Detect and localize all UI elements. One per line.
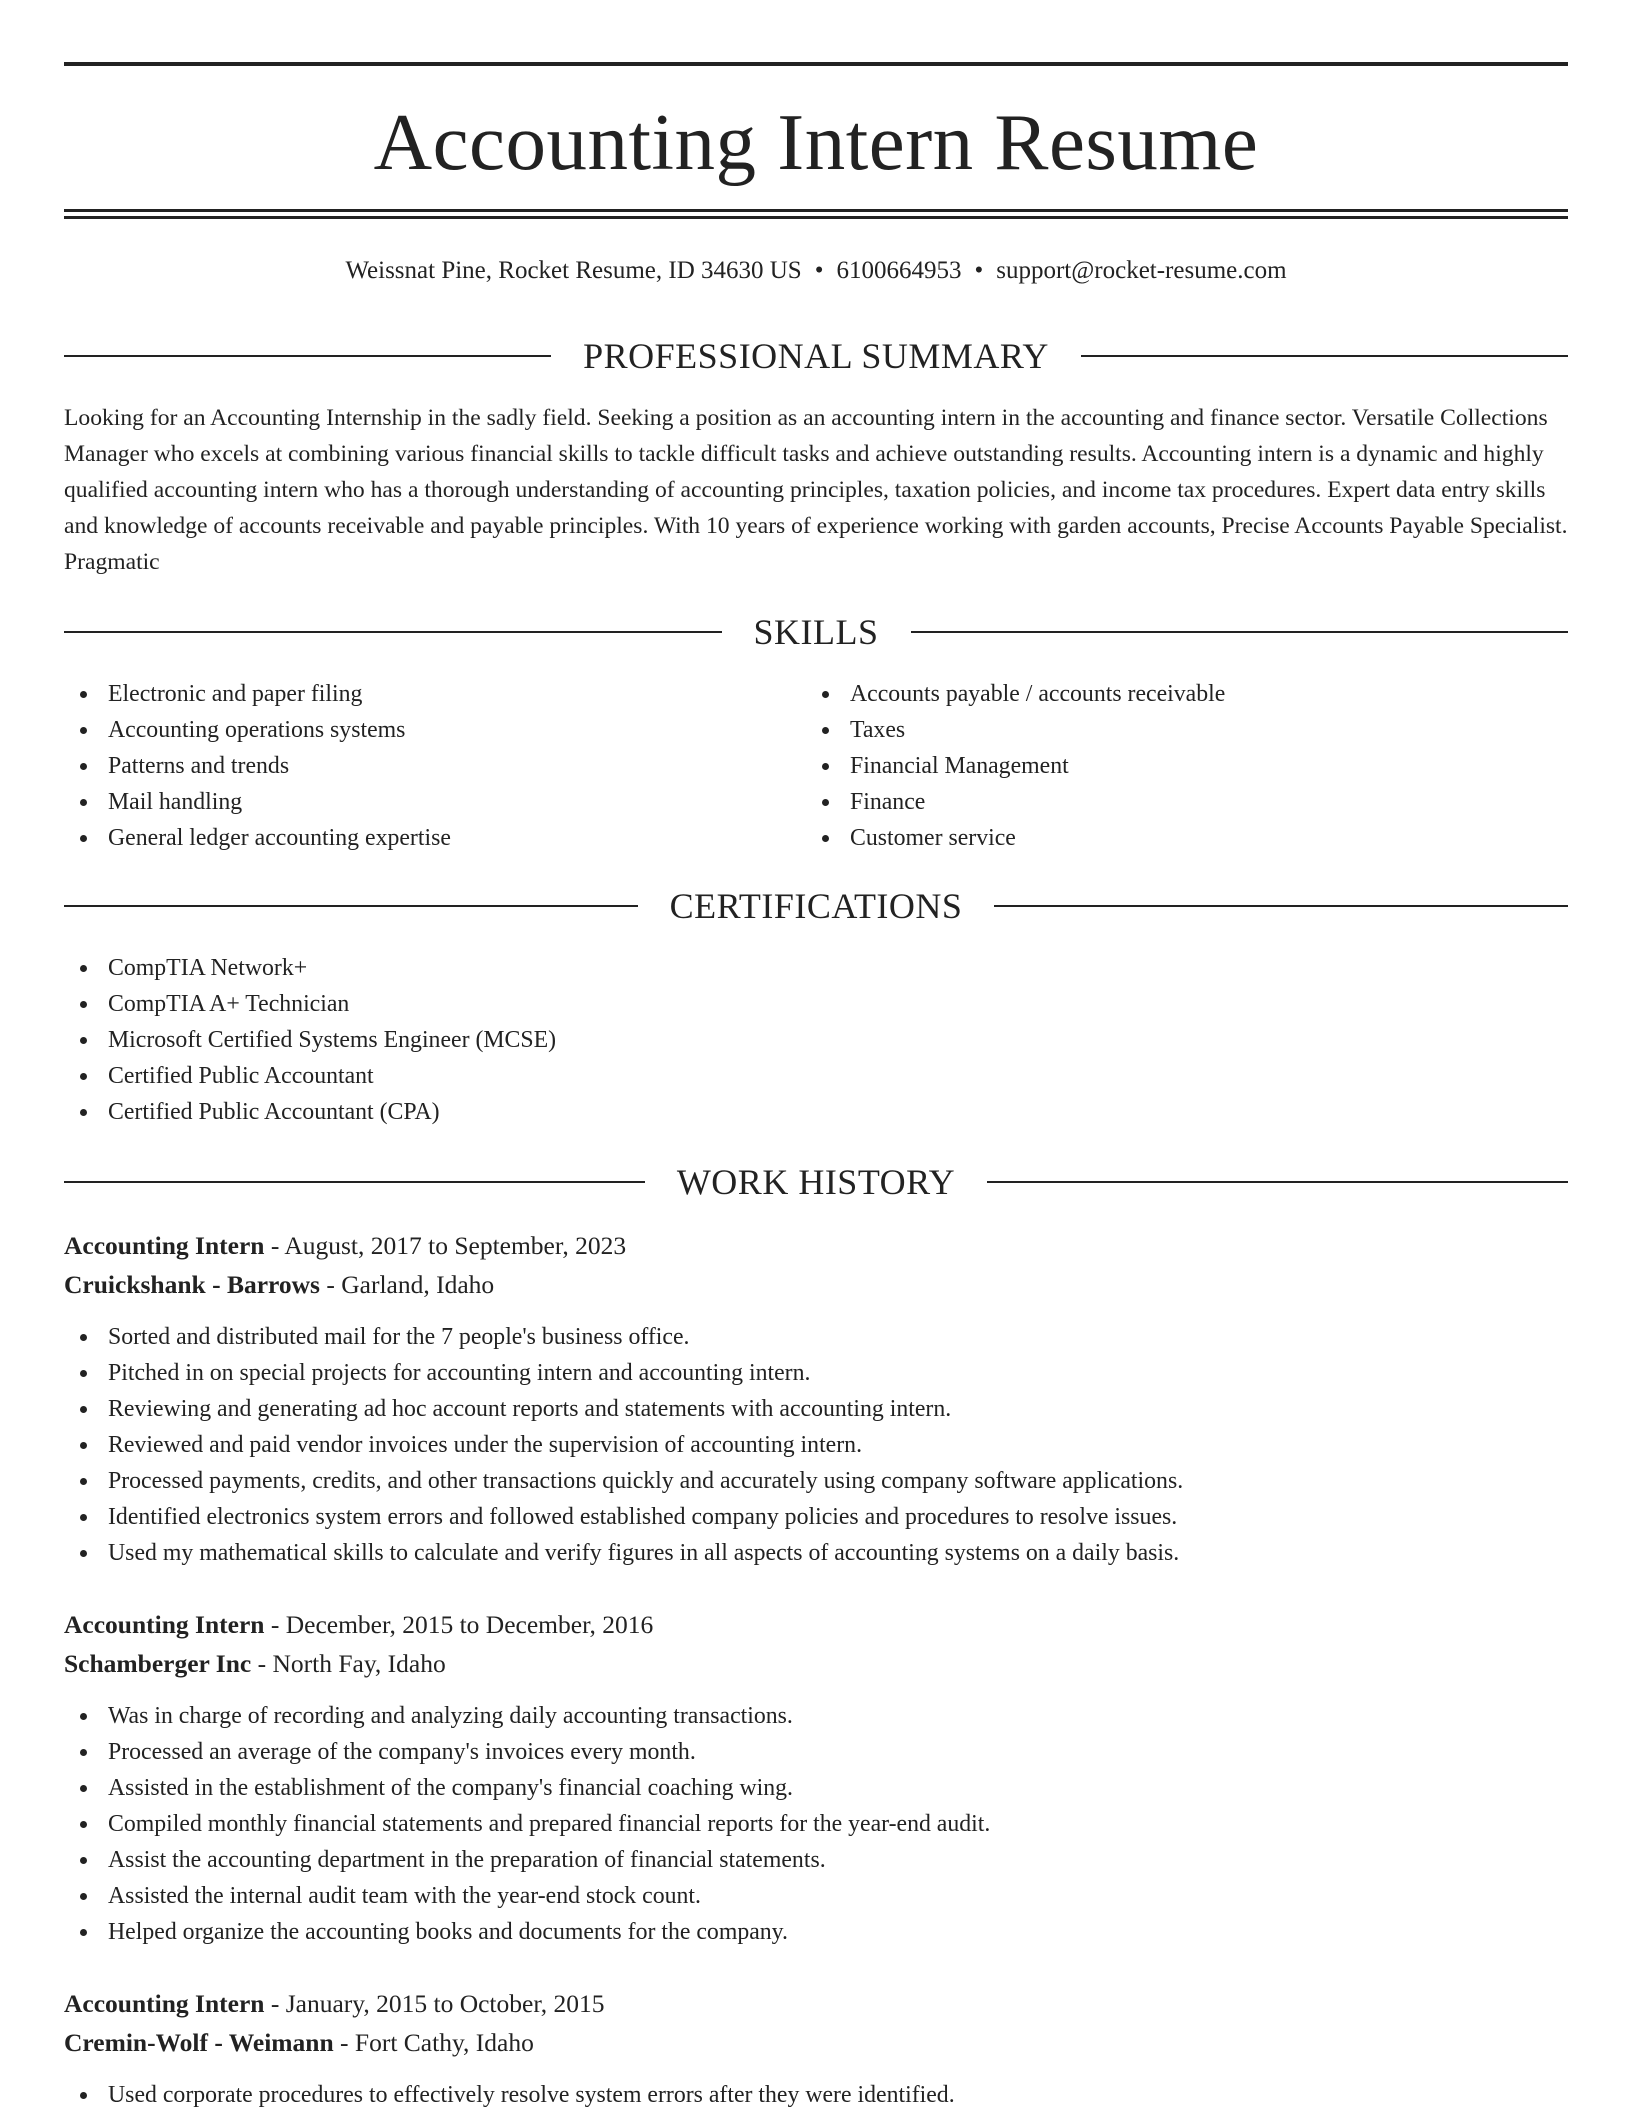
skills-list-left (64, 676, 804, 856)
skill-item: General ledger accounting expertise (64, 820, 804, 856)
skill-item: Patterns and trends (64, 748, 804, 784)
job-bullet: Reviewed and paid vendor invoices under the supervision of accounting intern. (64, 1427, 1568, 1463)
summary-text: Looking for an Accounting Internship in the sadly field. Seeking a position as an accounting intern in the accounting and finance sector. Versatile Collections Manager who excels at combining various financial skills to tackle difficult tasks and achieve outstanding results. Accounting intern is a dynamic and highly qualified accounting intern who has a thorough understanding of accounting principles, taxation policies, and income tax procedures. Expert data entry skills and knowledge of accounts receivable and payable principles. With 10 years of experience working with garden accounts, Precise Accounts Payable Specialist. Pragmatic (64, 405, 1568, 575)
job-bullet: Used corporate procedures to effectively resolve system errors after they were identified. (64, 2077, 1568, 2113)
job-bullets (64, 1698, 1568, 1950)
job-title-line: Accounting Intern - January, 2015 to October, 2015 (64, 1989, 605, 2018)
resume-title: Accounting Intern Resume (373, 97, 1259, 187)
job-dates: December, 2015 to December, 2016 (285, 1610, 654, 1639)
section-rule (64, 355, 551, 357)
job-bullet: Assisted in the establishment of the company's financial coaching wing. (64, 1770, 1568, 1806)
section-rule (64, 631, 722, 633)
section-rule (1081, 355, 1568, 357)
contact-phone: 6100664953 (836, 257, 962, 284)
job-company-line: Cremin-Wolf - Weimann - Fort Cathy, Idaho (64, 2028, 534, 2057)
section-rule (911, 631, 1569, 633)
job-bullets (64, 1319, 1568, 1571)
skill-item: Mail handling (64, 784, 804, 820)
job-company: Cremin-Wolf - Weimann (64, 2028, 334, 2057)
job-bullet: Helped organize the accounting books and documents for the company. (64, 1914, 1568, 1950)
job-bullet: Reviewing and generating ad hoc account reports and statements with accounting intern. (64, 1391, 1568, 1427)
certification-item: CompTIA Network+ (64, 950, 1568, 986)
job-bullet: Processed payments, credits, and other transactions quickly and accurately using company software applications. (64, 1463, 1568, 1499)
certification-item: Certified Public Accountant (CPA) (64, 1094, 1568, 1130)
job-role: Accounting Intern (64, 1231, 265, 1260)
section-title: WORK HISTORY (676, 1162, 956, 1202)
job-entry (64, 1226, 1568, 1571)
skill-item: Finance (806, 784, 1546, 820)
job-role: Accounting Intern (64, 1989, 265, 2018)
section-title: CERTIFICATIONS (669, 886, 963, 926)
job-dates: August, 2017 to September, 2023 (284, 1231, 627, 1260)
skill-item: Financial Management (806, 748, 1546, 784)
job-bullet: Processed an average of the company's invoices every month. (64, 1734, 1568, 1770)
job-title-line: Accounting Intern - December, 2015 to December, 2016 (64, 1610, 654, 1639)
job-entry (64, 1605, 1568, 1950)
contact-address: Weissnat Pine, Rocket Resume, ID 34630 US (345, 257, 802, 284)
job-bullet: Pitched in on special projects for accounting intern and accounting intern. (64, 1355, 1568, 1391)
title-block (64, 62, 1568, 219)
job-location: Garland, Idaho (341, 1270, 495, 1299)
certification-item: Microsoft Certified Systems Engineer (MCSE) (64, 1022, 1568, 1058)
job-company: Schamberger Inc (64, 1649, 252, 1678)
section-rule (994, 905, 1568, 907)
contact-email: support@rocket-resume.com (996, 257, 1287, 284)
section-header-work-history (64, 1160, 1568, 1204)
job-bullet: Identified electronics system errors and followed established company policies and procedures to resolve issues. (64, 1499, 1568, 1535)
section-header-summary (64, 334, 1568, 378)
skills-list-right (806, 676, 1546, 856)
section-rule (64, 905, 638, 907)
double-rule (64, 209, 1568, 219)
job-role: Accounting Intern (64, 1610, 265, 1639)
contact-separator: • (974, 257, 984, 284)
job-title-line: Accounting Intern - August, 2017 to September, 2023 (64, 1231, 627, 1260)
skill-item: Electronic and paper filing (64, 676, 804, 712)
job-bullets (64, 2077, 1568, 2113)
section-header-certifications (64, 884, 1568, 928)
job-company-line: Cruickshank - Barrows - Garland, Idaho (64, 1270, 495, 1299)
certification-item: Certified Public Accountant (64, 1058, 1568, 1094)
contact-separator: • (814, 257, 824, 284)
job-company: Cruickshank - Barrows (64, 1270, 320, 1299)
job-bullet: Assisted the internal audit team with the year-end stock count. (64, 1878, 1568, 1914)
skill-item: Accounts payable / accounts receivable (806, 676, 1546, 712)
job-bullet: Used my mathematical skills to calculate and verify figures in all aspects of accounting systems on a daily basis. (64, 1535, 1568, 1571)
section-title: SKILLS (753, 612, 879, 652)
skill-item: Customer service (806, 820, 1546, 856)
job-location: North Fay, Idaho (272, 1649, 446, 1678)
certification-item: CompTIA A+ Technician (64, 986, 1568, 1022)
contact-line (64, 255, 1568, 287)
job-entry (64, 1984, 1568, 2113)
section-rule (64, 1181, 645, 1183)
job-bullet: Assist the accounting department in the preparation of financial statements. (64, 1842, 1568, 1878)
skill-item: Accounting operations systems (64, 712, 804, 748)
section-header-skills (64, 610, 1568, 654)
job-bullet: Was in charge of recording and analyzing daily accounting transactions. (64, 1698, 1568, 1734)
skill-item: Taxes (806, 712, 1546, 748)
certifications-list (64, 950, 1568, 1130)
job-bullet: Compiled monthly financial statements and prepared financial reports for the year-end audit. (64, 1806, 1568, 1842)
job-dates: January, 2015 to October, 2015 (285, 1989, 605, 2018)
job-bullet: Sorted and distributed mail for the 7 people's business office. (64, 1319, 1568, 1355)
job-company-line: Schamberger Inc - North Fay, Idaho (64, 1649, 446, 1678)
section-title: PROFESSIONAL SUMMARY (583, 336, 1049, 376)
section-rule (987, 1181, 1568, 1183)
job-location: Fort Cathy, Idaho (354, 2028, 534, 2057)
